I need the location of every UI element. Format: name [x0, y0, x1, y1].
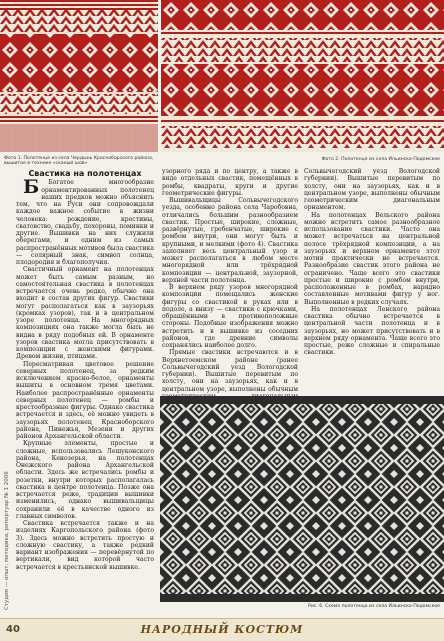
paragraph: В верхнем ряду узоров многорядной композиции помещались женские фигуры со свастикой в руках или в подоле, а внизу — свастики с крючками, обращёнными в противоположные стороны. Подобные изображения можно встретить и в вышивке из соседних районов, где древние символы сохранялись наиболее долго.	[162, 284, 298, 349]
caption-photo-2: Фото 2. Полотенце из села Ильинско-Подомское	[321, 157, 440, 162]
paragraph: Свастичный орнамент на полотенцах может быть самым разным, но самостоятельная свастика в полотенцах встречается очень редко, обычно она входит в состав других фигур. Свастики могут располагаться как в заузорьях (кромках узоров), так и в центральном узоре полотенца. На многорядных композициях она также могла быть не видна в ряду подобных ей. В орнаменте узоров свастика могла присутствовать в композиции с женскими фигурами. Древом жизни, птицами.	[16, 266, 154, 361]
article-column-1	[16, 170, 154, 614]
lace-pattern	[160, 396, 444, 602]
caption-photo-1: Фото 1. Полотенце из села Чердынь Красноборского района, вышитое в технике «сканый шов»	[4, 156, 154, 167]
drop-cap: Б	[23, 176, 40, 199]
paragraph: Крупные элементы, простые и сложные, использовались Лешуконского района, Кенозерья, на полотенцах Онежского района Архангельской области. Здесь же встречались ромбы и розетки, внутри которых располагалась свастика в центре полотенца. Позже она встречается реже, традиции вышивки изменились, однако вышивальщицы сохранили её в качестве одного из главных символов.	[16, 440, 154, 520]
caption-photo-3: Рис. 6. Схема полотенца из села Ильинско-Подомское	[308, 604, 440, 609]
paragraph: Прямые свастики встречаются и в Верхнетоемском районе (ранее Сольвычегодский уезд Вологодской губернии). Вышитые перевитым по холсту, они на заузорьях, как и в центральном узоре, выполнены обычным	[162, 349, 298, 393]
article-column-2	[162, 168, 298, 393]
page-number: 40	[6, 624, 20, 635]
magazine-title: НАРОДНЫЙ КОСТЮМ	[140, 623, 304, 636]
side-credit-text: Студия — опыт, методика, репертуар № 1 2006	[4, 471, 10, 610]
photo-towel-1	[0, 0, 158, 152]
paragraph: Сольвычегодский уезд Вологодской губернии). Вышитые перевитым по холсту, они на заузорьях, как и в центральном узоре, выполнены обычным геометрическим диагональным орнаментом.	[304, 168, 440, 212]
paragraph	[16, 176, 154, 266]
paragraph: Свастика встречается также и на изделиях Каргопольского района (фото 3). Здесь можно встретить простую и сложную свастику, а также редкий вариант изображения — перевёрнутой по вертикали, вид которой часто встречается в крестьянской вышивке.	[16, 520, 154, 571]
article-title: Свастика на полотенцах	[28, 169, 142, 178]
paragraph: узорного ряда и по центру, а также в виде отдельных свастик, помещённых в ромбы, квадраты, круги и другие геометрические фигуры.	[162, 168, 298, 197]
paragraph: Пересматривая цветовое решение северных полотенец, за редким исключением красно-белое, орнаменты вышиты в основном тремя цветами. Наиболее распространённые орнаменты северных полотенец — ромбы и крестообразные фигуры. Однако свастика встречается и здесь, её можно увидеть в заузорьях полотенец Красноборского района, Пинежья, Мезени и других районов Архангельской области.	[16, 360, 154, 440]
article-column-3	[304, 168, 440, 390]
side-credit	[2, 385, 12, 610]
paragraph-body: Богатое многообразие орнаментированных полотенец наших предков можно объяснить тем, что на Руси они сопровождали каждое важное событие в жизни человека: рождение, крестины, сватовство, свадьбу, похороны, поминки и другие. Вышивки на них служили оберегами, и одним из самых распространённых мотивов была свастика — солярный знак, символ солнца, плодородия и благополучия.	[16, 179, 154, 266]
towel-1-embroidery	[0, 0, 158, 152]
towel-2-embroidery	[161, 0, 444, 152]
photo-lace-scheme	[160, 396, 444, 602]
paragraph: Вышивальщицы Сольвычегодского уезда, особенно района села Чаробовна, отличались большим разнообразием свастик. Простые, широкие, сложные, развёрнутые, гребенчатые, широкие с ромбом внутри, они могут быть и крупными, и мелкими (фото 4). Свастика заполняет весь центральный узор и может располагаться в любом месте многорядной или трёхрядной композиции — центральной, заузорной, верхней части полотенца.	[162, 197, 298, 284]
paragraph: На полотенцах Вельского района можно встретить самое разнообразное использование свастики. Часто она может встречаться на центральной полосе трёхрядной композиции, а на заузорьях и верхнем орнаменте этот мотив практически не встречается. Разнообразие свастик этого района не ограничено. Чаще всего это свастики простые и широкие с ромбом внутри, расположенные в ромбах, нарядно составленные мотивами фигур у ног. Выполненные в редких случаях.	[304, 211, 440, 306]
paragraph: На полотенцах Ленского района свастика обычно встречается в центральной части полотенца и в заузорьях, но может присутствовать и в верхнем ряду орнамента. Чаще всего это простые, реже сложные и спиральные свастики.	[304, 305, 440, 357]
photo-towel-2	[161, 0, 444, 152]
page-footer	[0, 618, 444, 641]
